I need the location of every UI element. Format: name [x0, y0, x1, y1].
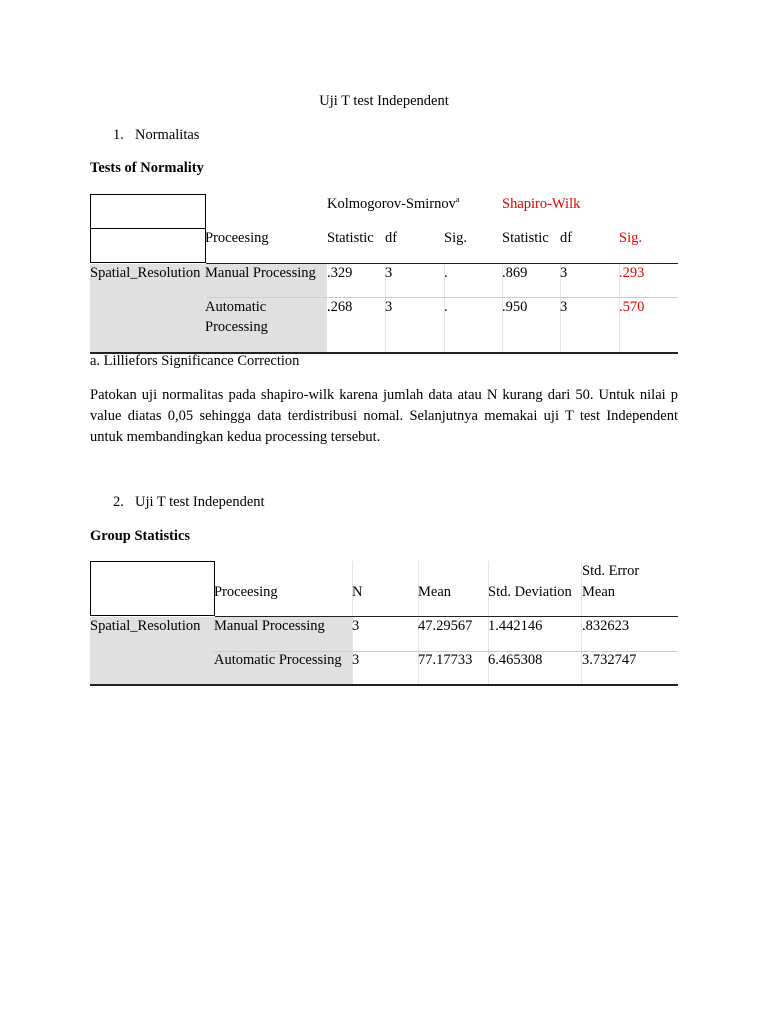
table-cell: 3	[352, 618, 360, 634]
column-header-se: Std. Error	[582, 563, 640, 579]
table-cell: 3	[385, 299, 393, 315]
table-cell: .570	[619, 299, 645, 315]
column-header: df	[560, 230, 573, 246]
table-cell: 3.732747	[582, 652, 637, 668]
table-cell: 3	[560, 299, 568, 315]
corner-box-bottom	[90, 228, 206, 263]
group-stats-heading: Group Statistics	[90, 528, 191, 544]
table-cell: .329	[327, 265, 353, 281]
section-number: 2.	[113, 494, 124, 510]
table-cell: .832623	[582, 618, 630, 634]
normality-table-heading: Tests of Normality	[90, 160, 204, 176]
row-processing-label: Automatic Processing	[205, 299, 268, 335]
table-cell: .293	[619, 265, 645, 281]
column-header-se: Mean	[582, 584, 616, 600]
table-cell: 47.29567	[418, 618, 473, 634]
column-header-mean: Mean	[418, 584, 452, 600]
column-header-processing: Proceesing	[205, 230, 269, 246]
row-processing-label: Manual Processing	[214, 618, 325, 634]
table-cell: 3	[560, 265, 568, 281]
body-paragraph: Patokan uji normalitas pada shapiro-wilk karena jumlah data atau N kurang dari 50. Untuk nilai p value diatas 0,05 sehingga data terdistribusi nomal. Selanjutnya memakai uji T test Independent untuk membandingkan kedua processing tersebut.	[90, 387, 678, 445]
column-header: Sig.	[619, 230, 642, 246]
section-label: Uji T test Independent	[135, 494, 265, 510]
table-cell: 77.17733	[418, 652, 473, 668]
section-number: 1.	[113, 127, 124, 143]
table-cell: 3	[352, 652, 360, 668]
column-header: Statistic	[327, 230, 374, 246]
corner-box-top	[90, 194, 206, 229]
table-cell: 1.442146	[488, 618, 543, 634]
table-cell: .	[444, 265, 448, 281]
row-variable-label: Spatial_Resolution	[90, 618, 201, 634]
table-cell: .	[444, 299, 448, 315]
table-cell: 6.465308	[488, 652, 543, 668]
section-uji-t	[113, 494, 265, 511]
row-processing-label: Automatic Processing	[214, 652, 342, 668]
corner-box	[90, 561, 215, 616]
section-label: Normalitas	[135, 127, 200, 143]
section-normalitas	[113, 127, 199, 144]
column-header-n: N	[352, 584, 363, 600]
column-header-sd: Std. Deviation	[488, 584, 572, 600]
table-footnote: a. Lilliefors Significance Correction	[90, 353, 300, 369]
table-cell: .950	[502, 299, 528, 315]
table-cell: .268	[327, 299, 353, 315]
table-cell: 3	[385, 265, 393, 281]
group-header-sw: Shapiro-Wilk	[502, 196, 581, 212]
document-title: Uji T test Independent	[319, 93, 449, 109]
column-header: Statistic	[502, 230, 549, 246]
column-header: Sig.	[444, 230, 467, 246]
column-header-processing: Proceesing	[214, 584, 278, 600]
column-header: df	[385, 230, 398, 246]
table-cell: .869	[502, 265, 528, 281]
row-processing-label: Manual Processing	[205, 265, 316, 281]
row-variable-label: Spatial_Resolution	[90, 265, 201, 281]
group-header-ks: Kolmogorov-Smirnov$^a$	[327, 195, 460, 212]
